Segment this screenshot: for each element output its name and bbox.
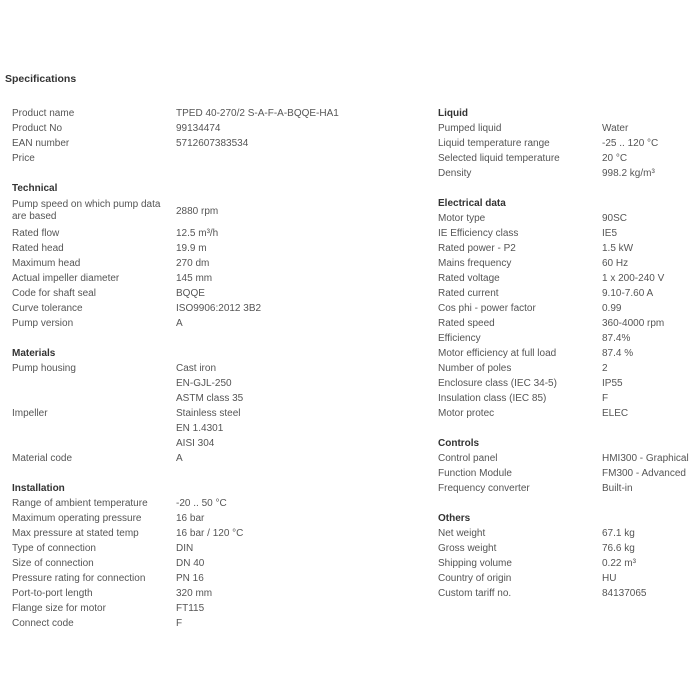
spec-value-group xyxy=(602,316,664,331)
spec-label: Pump speed on which pump data are based xyxy=(12,199,161,222)
spec-label: IE Efficiency class xyxy=(438,227,519,239)
spec-value-group xyxy=(176,406,240,451)
spec-value: 270 dm xyxy=(176,258,210,269)
spec-value: 9.10-7.60 A xyxy=(602,288,654,299)
specs-right-column xyxy=(438,106,700,601)
spec-row xyxy=(438,316,700,331)
spec-value: 99134474 xyxy=(176,123,221,134)
spec-label: Country of origin xyxy=(438,572,512,584)
spec-value: 145 mm xyxy=(176,273,213,284)
spec-label: Motor type xyxy=(438,212,486,224)
spec-value: 16 bar / 120 °C xyxy=(176,528,244,539)
spec-label: Control panel xyxy=(438,452,498,464)
spec-value-group xyxy=(176,226,218,241)
spec-row xyxy=(12,616,422,631)
spec-label: Range of ambient temperature xyxy=(12,497,148,509)
spec-value-group xyxy=(602,481,633,496)
spec-value-group xyxy=(176,616,182,631)
spec-section-installation xyxy=(12,481,422,631)
spec-row xyxy=(438,121,700,136)
spec-label: Price xyxy=(12,152,35,164)
spec-row xyxy=(438,541,700,556)
spec-label: Code for shaft seal xyxy=(12,287,96,299)
spec-label: Port-to-port length xyxy=(12,587,93,599)
spec-value: PN 16 xyxy=(176,573,204,584)
spec-value: 2 xyxy=(602,363,608,374)
spec-row xyxy=(438,211,700,226)
spec-row xyxy=(12,151,422,166)
spec-label: Selected liquid temperature xyxy=(438,152,560,164)
spec-value: 360-4000 rpm xyxy=(602,318,665,329)
spec-row xyxy=(438,466,700,481)
spec-label: Shipping volume xyxy=(438,557,512,569)
spec-value: F xyxy=(602,393,609,404)
spec-label: Number of poles xyxy=(438,362,512,374)
spec-label: EAN number xyxy=(12,137,70,149)
spec-value: 87.4% xyxy=(602,333,631,344)
spec-value: EN-GJL-250 xyxy=(176,378,232,389)
spec-value-group xyxy=(176,541,193,556)
spec-value: AISI 304 xyxy=(176,438,215,449)
spec-label: Curve tolerance xyxy=(12,302,83,314)
spec-label: Mains frequency xyxy=(438,257,512,269)
spec-value-group xyxy=(176,136,248,151)
spec-row xyxy=(438,526,700,541)
spec-row xyxy=(12,511,422,526)
spec-row xyxy=(438,136,700,151)
spec-label: Rated power - P2 xyxy=(438,242,516,254)
spec-section-electrical-data xyxy=(438,196,700,421)
spec-label: Maximum operating pressure xyxy=(12,512,142,524)
spec-value-group xyxy=(602,361,608,376)
spec-label: Motor protec xyxy=(438,407,495,419)
spec-value-group xyxy=(602,391,608,406)
spec-value: -25 .. 120 °C xyxy=(602,138,659,149)
spec-row xyxy=(438,166,700,181)
spec-value: 5712607383534 xyxy=(176,138,249,149)
spec-value-group xyxy=(602,256,628,271)
spec-label: Rated speed xyxy=(438,317,495,329)
spec-value: 60 Hz xyxy=(602,258,629,269)
spec-value: DIN xyxy=(176,543,194,554)
spec-label: Size of connection xyxy=(12,557,94,569)
spec-label: Rated current xyxy=(438,287,499,299)
spec-section-technical xyxy=(12,181,422,331)
spec-value-group xyxy=(176,526,243,541)
spec-row xyxy=(438,226,700,241)
spec-label: Frequency converter xyxy=(438,482,530,494)
spec-value: ISO9906:2012 3B2 xyxy=(176,303,262,314)
spec-value: HMI300 - Graphical xyxy=(602,453,689,464)
spec-label: Pumped liquid xyxy=(438,122,502,134)
spec-label: Insulation class (IEC 85) xyxy=(438,392,547,404)
spec-row xyxy=(12,586,422,601)
spec-value-group xyxy=(602,466,686,481)
spec-value: BQQE xyxy=(176,288,205,299)
spec-section-liquid xyxy=(438,106,700,181)
spec-row xyxy=(12,541,422,556)
spec-value-group xyxy=(176,451,183,466)
section-title: Installation xyxy=(12,483,65,494)
spec-value-group xyxy=(602,331,630,346)
spec-label: Pump version xyxy=(12,317,74,329)
spec-value-group xyxy=(176,586,212,601)
spec-value-group xyxy=(176,241,207,256)
spec-row xyxy=(438,271,700,286)
spec-value-group xyxy=(602,121,628,136)
spec-value: Cast iron xyxy=(176,363,217,374)
spec-value: 2880 rpm xyxy=(176,205,219,217)
spec-row xyxy=(438,346,700,361)
spec-value-group xyxy=(602,286,653,301)
spec-row xyxy=(438,376,700,391)
spec-value-group xyxy=(176,571,204,586)
spec-value: Built-in xyxy=(602,483,633,494)
spec-value-group xyxy=(602,151,627,166)
spec-value-group xyxy=(602,271,664,286)
spec-value-group xyxy=(176,556,204,571)
spec-value-group xyxy=(176,106,339,121)
spec-label: Rated flow xyxy=(12,227,60,239)
spec-value: Water xyxy=(602,123,629,134)
spec-value: FT115 xyxy=(176,603,205,614)
spec-value-group xyxy=(602,571,616,586)
spec-row xyxy=(438,151,700,166)
spec-row xyxy=(12,271,422,286)
spec-value: 998.2 kg/m³ xyxy=(602,168,655,179)
spec-row xyxy=(12,556,422,571)
spec-label: Liquid temperature range xyxy=(438,137,550,149)
spec-value-group xyxy=(176,301,261,316)
spec-row xyxy=(12,226,422,241)
spec-value-group xyxy=(176,121,221,136)
spec-row xyxy=(438,571,700,586)
spec-value: 19.9 m xyxy=(176,243,207,254)
spec-label: Product name xyxy=(12,107,75,119)
spec-value: 12.5 m³/h xyxy=(176,228,219,239)
spec-row xyxy=(12,301,422,316)
spec-value-group xyxy=(176,511,204,526)
spec-value: 87.4 % xyxy=(602,348,634,359)
spec-row xyxy=(12,241,422,256)
spec-row xyxy=(12,571,422,586)
spec-row xyxy=(438,286,700,301)
spec-value-group xyxy=(176,361,243,406)
spec-label: Connect code xyxy=(12,617,74,629)
spec-label: Maximum head xyxy=(12,257,81,269)
spec-value: ELEC xyxy=(602,408,629,419)
spec-value: ASTM class 35 xyxy=(176,393,244,404)
spec-label: Rated voltage xyxy=(438,272,500,284)
spec-row xyxy=(12,451,422,466)
spec-value: 0.99 xyxy=(602,303,622,314)
spec-label: Product No xyxy=(12,122,63,134)
spec-label: Density xyxy=(438,167,472,179)
spec-row xyxy=(438,301,700,316)
spec-label: Efficiency xyxy=(438,332,481,344)
spec-label: Flange size for motor xyxy=(12,602,106,614)
page-title: Specifications xyxy=(5,73,77,85)
spec-row xyxy=(438,241,700,256)
spec-value-group xyxy=(602,451,689,466)
spec-label: Actual impeller diameter xyxy=(12,272,120,284)
spec-label: Gross weight xyxy=(438,542,497,554)
spec-value: 16 bar xyxy=(176,513,205,524)
spec-value: FM300 - Advanced xyxy=(602,468,686,479)
spec-row xyxy=(12,256,422,271)
spec-row xyxy=(12,406,422,451)
spec-label: Pressure rating for connection xyxy=(12,572,146,584)
spec-row xyxy=(12,286,422,301)
spec-label: Impeller xyxy=(12,407,48,419)
spec-value-group xyxy=(176,286,205,301)
spec-value-group xyxy=(602,526,635,541)
section-title: Controls xyxy=(438,438,480,449)
spec-value-group xyxy=(176,316,183,331)
spec-value-group xyxy=(602,226,617,241)
spec-row xyxy=(12,106,422,121)
spec-row xyxy=(12,121,422,136)
spec-row xyxy=(12,361,422,406)
spec-value: IP55 xyxy=(602,378,623,389)
spec-value-group xyxy=(602,211,627,226)
spec-value: DN 40 xyxy=(176,558,205,569)
spec-value-group xyxy=(602,241,633,256)
spec-label: Max pressure at stated temp xyxy=(12,527,139,539)
spec-value-group xyxy=(176,271,212,286)
spec-value: 0.22 m³ xyxy=(602,558,636,569)
spec-row xyxy=(438,391,700,406)
section-title: Materials xyxy=(12,348,56,359)
spec-row xyxy=(438,406,700,421)
spec-value-group xyxy=(602,556,636,571)
spec-value-group xyxy=(602,541,635,556)
spec-row xyxy=(12,136,422,151)
spec-value: 20 °C xyxy=(602,153,628,164)
spec-label: Enclosure class (IEC 34-5) xyxy=(438,377,557,389)
spec-label: Material code xyxy=(12,452,73,464)
spec-value: Stainless steel xyxy=(176,408,241,419)
spec-section-materials xyxy=(12,346,422,466)
specs-left-column xyxy=(12,106,422,631)
spec-label: Net weight xyxy=(438,527,486,539)
spec-row xyxy=(438,481,700,496)
section-title: Others xyxy=(438,513,471,524)
spec-value-group xyxy=(602,136,658,151)
spec-value-group xyxy=(602,166,655,181)
spec-value: 67.1 kg xyxy=(602,528,635,539)
spec-label: Cos phi - power factor xyxy=(438,302,536,314)
spec-value: IE5 xyxy=(602,228,618,239)
spec-row xyxy=(438,556,700,571)
spec-section-general xyxy=(12,106,422,166)
spec-value-group xyxy=(602,406,628,421)
spec-row xyxy=(12,526,422,541)
spec-value: 76.6 kg xyxy=(602,543,635,554)
spec-value-group xyxy=(602,376,623,391)
spec-value: F xyxy=(176,618,183,629)
spec-value-group xyxy=(176,256,209,271)
spec-value: A xyxy=(176,318,183,329)
section-title: Liquid xyxy=(438,108,468,119)
spec-row xyxy=(12,601,422,616)
spec-value-group xyxy=(602,301,621,316)
spec-label: Type of connection xyxy=(12,542,96,554)
spec-label: Motor efficiency at full load xyxy=(438,347,557,359)
spec-label: Rated head xyxy=(12,242,64,254)
spec-row xyxy=(438,586,700,601)
spec-value: TPED 40-270/2 S-A-F-A-BQQE-HA1 xyxy=(176,108,339,119)
spec-value: 320 mm xyxy=(176,588,213,599)
spec-value: HU xyxy=(602,573,617,584)
section-title: Electrical data xyxy=(438,198,506,209)
spec-value-group xyxy=(176,601,204,616)
spec-value: 90SC xyxy=(602,213,628,224)
spec-value: 84137065 xyxy=(602,588,647,599)
spec-row xyxy=(438,451,700,466)
spec-value-group xyxy=(176,496,227,511)
spec-value: EN 1.4301 xyxy=(176,423,224,434)
spec-row xyxy=(12,196,422,226)
spec-value: A xyxy=(176,453,183,464)
spec-section-others xyxy=(438,511,700,601)
spec-row xyxy=(438,256,700,271)
spec-section-controls xyxy=(438,436,700,496)
spec-row xyxy=(12,316,422,331)
spec-value-group xyxy=(602,586,647,601)
spec-value-group xyxy=(602,346,633,361)
spec-value: 1 x 200-240 V xyxy=(602,273,665,284)
spec-value-group xyxy=(176,204,218,219)
spec-row xyxy=(12,496,422,511)
spec-row xyxy=(438,361,700,376)
spec-row xyxy=(438,331,700,346)
spec-label: Function Module xyxy=(438,467,512,479)
spec-label: Pump housing xyxy=(12,362,76,374)
spec-label: Custom tariff no. xyxy=(438,587,512,599)
section-title: Technical xyxy=(12,183,58,194)
spec-value: 1.5 kW xyxy=(602,243,634,254)
spec-value: -20 .. 50 °C xyxy=(176,498,227,509)
